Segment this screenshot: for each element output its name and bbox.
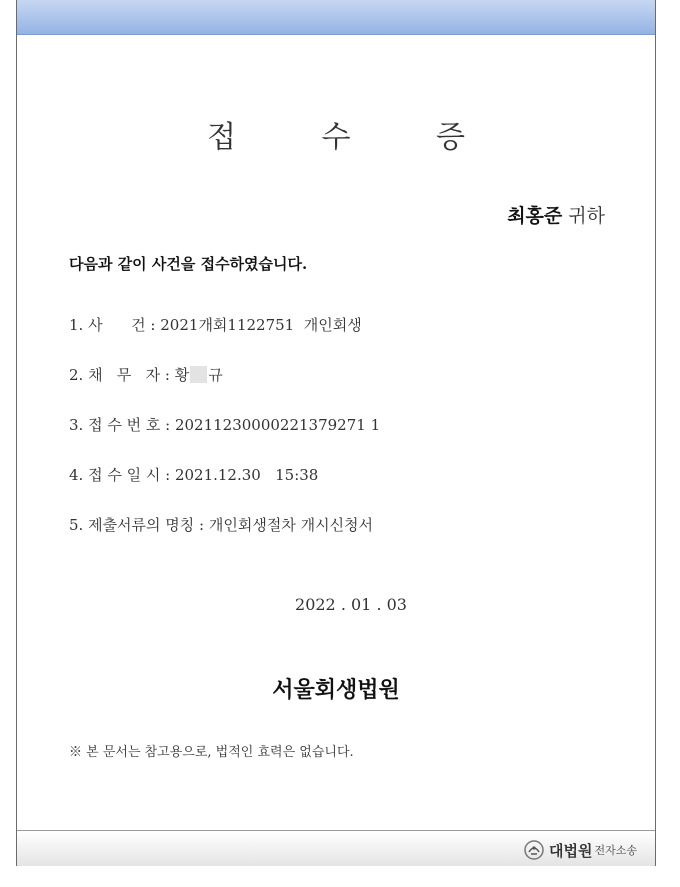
logo-main-text: 대법원 [549,841,593,860]
logo-sub-text: 전자소송 [594,844,637,857]
supreme-court-ecourt-logo [523,839,637,861]
recipient-line [507,201,605,228]
item-receipt-number-label: 3. 접 수 번 호 : [69,416,175,434]
item-receipt-datetime-value: 2021.12.30 15:38 [174,466,319,484]
item-receipt-datetime-label: 4. 접 수 일 시 : [69,466,175,484]
item-debtor [69,364,223,385]
court-name: 서울회생법원 [272,677,400,703]
item-document-name-label: 5. 제출서류의 명칭 : [69,516,209,534]
court-seal-icon [523,839,545,861]
item-debtor-value-post: 규 [208,366,223,384]
disclaimer-notice: ※ 본 문서는 참고용으로, 법적인 효력은 없습니다. [69,745,354,760]
recipient-suffix: 귀하 [562,205,605,227]
item-case-value: 2021개회1122751 개인회생 [160,316,362,334]
item-receipt-number-value: 20211230000221379271 1 [174,416,381,434]
item-document-name [69,514,373,535]
window-header-band [17,0,655,35]
intro-text: 다음과 같이 사건을 접수하였습니다. [69,255,308,273]
redaction-mask [190,366,207,383]
footer-bar [17,830,655,866]
recipient-name: 최홍준 [507,205,563,227]
item-receipt-datetime [69,464,318,485]
issue-date: 2022 . 01 . 03 [295,595,407,614]
item-document-name-value: 개인회생절차 개시신청서 [208,516,374,534]
item-case-label: 1. 사 건 : [69,316,161,334]
item-debtor-value-pre: 황 [174,366,190,384]
document-title: 접 수 증 [206,120,503,155]
item-debtor-label: 2. 채 무 자 : [69,366,175,384]
receipt-document [16,0,656,866]
item-receipt-number [69,414,380,435]
item-case [69,314,362,335]
